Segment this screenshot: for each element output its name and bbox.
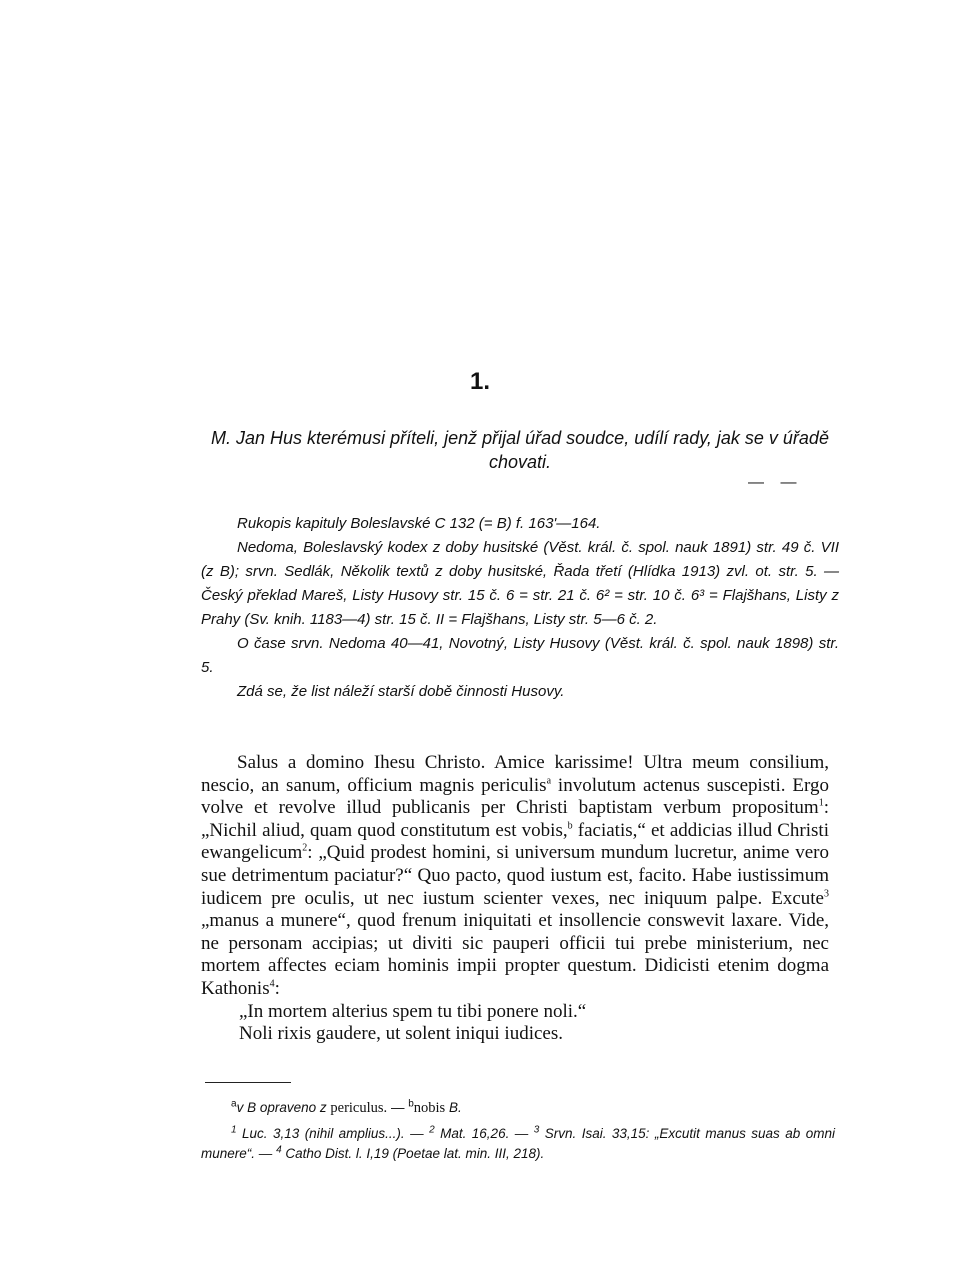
footnote-separator: —	[514, 1126, 529, 1141]
footnote-marker: 2	[302, 843, 308, 855]
footnote-mark: b	[408, 1098, 414, 1110]
footnote-text: periculus.	[330, 1100, 388, 1116]
footnote-marker: b	[567, 820, 573, 832]
footnote-mark: 2	[429, 1124, 435, 1136]
apparatus-note: Zdá se, že list náleží starší době činnosti Husovy.	[237, 683, 565, 700]
footnote-separator: —	[390, 1100, 405, 1115]
footnote-mark: 3	[533, 1124, 540, 1136]
text-segment: : „Nichil aliud, quam quod constitutum est vobis,	[201, 797, 829, 841]
footnote-marker: 3	[824, 888, 829, 900]
text-segment: „manus a munere“, quod frenum iniquitati et insollencie conswevit laxare. Vide, ne personam accipias; ut diviti sic pauperi officii tui prebe ministerium, nec mortem affectes eciam hominis impii propter questum. Didicisti etenim dogma Kathonis	[201, 910, 829, 999]
apparatus-dating: O čase srvn. Nedoma 40—41, Novotný, Listy Husovy (Věst. král. č. spol. nauk 1898) str. 5.	[201, 635, 839, 676]
footnote-text: v B opraveno z	[236, 1100, 327, 1115]
letter-text	[201, 752, 829, 1046]
footnote-marker: 1	[818, 797, 824, 809]
footnote-mark: 1	[231, 1124, 237, 1136]
footnote-rule	[205, 1082, 291, 1083]
document-title: M. Jan Hus kterémusi příteli, jenž přijal úřad soudce, udílí rady, jak se v úřadě chovati.	[211, 428, 829, 472]
footnote-text: Mat. 16,26.	[440, 1126, 510, 1141]
footnote-text: Srvn. Isai. 33,15: „Excutit manus suas ab omni munere“.	[201, 1126, 835, 1161]
letter-paragraph	[201, 752, 829, 1001]
verse-line: „In mortem alterius spem tu tibi ponere noli.“	[239, 1000, 587, 1022]
footnote-separator: —	[410, 1126, 424, 1141]
footnote-text: Luc. 3,13 (nihil amplius...).	[242, 1126, 405, 1141]
text-segment: :	[274, 977, 280, 999]
critical-apparatus	[201, 512, 839, 704]
footnote-text: nobis	[413, 1100, 446, 1116]
footnote-sources	[201, 1124, 835, 1164]
apparatus-editions: Nedoma, Boleslavský kodex z doby husitské (Věst. král. č. spol. nauk 1891) str. 49 č. VII (z B); srvn. Sedlák, Několik textů z doby husitské, Řada třetí (Hlídka 1913) zvl. ot. str. 5. — Český překlad Mareš, Listy Husovy str. 15 č. 6 = str. 21 č. 6² = str. 10 č. 6³ = Flajšhans, Listy z Prahy (Sv. knih. 1183—4) str. 15 č. II = Flajšhans, Listy str. 5—6 č. 2.	[201, 539, 839, 628]
apparatus-manuscript: Rukopis kapituly Boleslavské C 132 (= B) f. 163'—164.	[237, 515, 601, 532]
text-segment: faciatis,“ et addicias illud Christi ewangelicum	[201, 819, 829, 864]
footnote-marker: 4	[269, 978, 275, 990]
footnote-mark: 4	[276, 1144, 282, 1156]
verse-line: Noli rixis gaudere, ut solent iniqui iudices.	[239, 1023, 564, 1045]
footnotes	[201, 1098, 835, 1164]
footnote-mark: a	[231, 1098, 237, 1110]
text-segment: : „Quid prodest homini, si universum mundum lucretur, anime vero sue detrimentum paciatur?“ Quo pacto, quod iustum est, facito. Habe iustissimum iudicem pre oculis, ut nec iustum scienter vexes, nec iniquum palpe. Excute	[201, 842, 829, 909]
footnote-text: B.	[448, 1100, 462, 1115]
text-segment: involutum actenus suscepisti. Ergo volve et revolve illud publicanis per Christi baptistam verbum propositum	[201, 774, 830, 819]
footnote-marker: a	[546, 775, 552, 787]
text-segment: Salus a domino Ihesu Christo. Amice karissime! Ultra meum consilium, nescio, an sanum, officium magnis periculis	[201, 752, 829, 796]
footnote-separator: —	[258, 1146, 273, 1161]
footnote-text: Catho Dist. l. I,19 (Poetae lat. min. III, 218).	[285, 1146, 545, 1161]
document-number: 1.	[469, 368, 490, 395]
footnote-variants	[201, 1098, 835, 1118]
title-marks: — —	[748, 474, 803, 491]
